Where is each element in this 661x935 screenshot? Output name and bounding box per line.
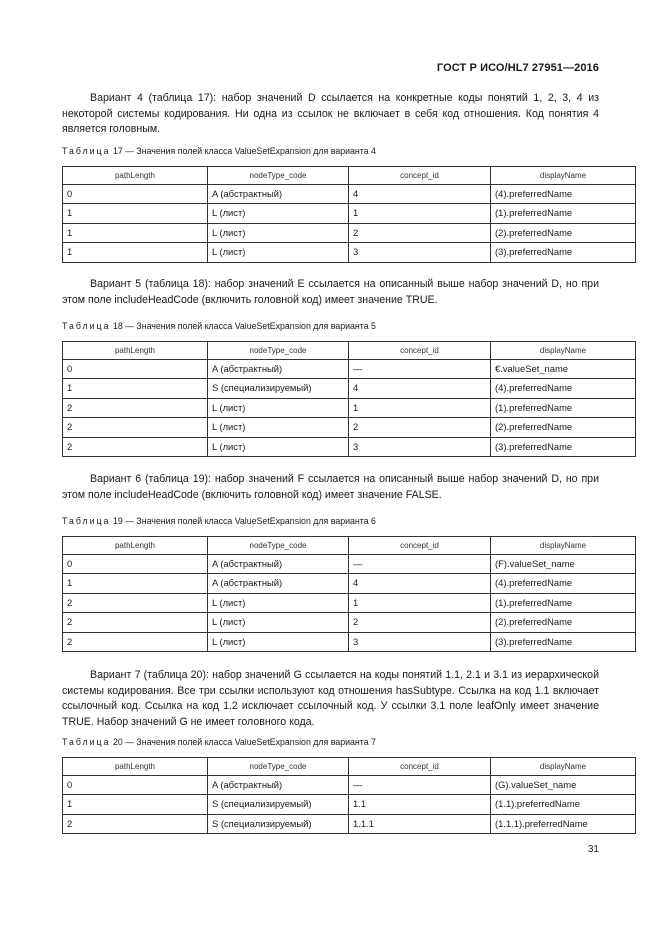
table-row [63, 223, 636, 242]
concept-id-header: concept_id [349, 537, 491, 555]
path-length-cell: 2 [63, 593, 208, 612]
path-length-cell: 2 [63, 398, 208, 417]
display-name-cell: (4).preferredName [491, 185, 636, 204]
table-20-caption [62, 736, 599, 748]
table-row [63, 360, 636, 379]
display-name-header: displayName [491, 537, 636, 555]
table-row [63, 574, 636, 593]
table-header-row [63, 342, 636, 360]
node-type-code-cell: L (лист) [208, 223, 349, 242]
concept-id-cell: 4 [349, 574, 491, 593]
path-length-cell: 2 [63, 437, 208, 456]
caption-text: 19 — Значения полей класса ValueSetExpansion для варианта 6 [112, 516, 376, 526]
table-row [63, 398, 636, 417]
node-type-code-cell: L (лист) [208, 398, 349, 417]
caption-text: 20 — Значения полей класса ValueSetExpansion для варианта 7 [112, 737, 376, 747]
concept-id-cell: — [349, 555, 491, 574]
path-length-cell: 1 [63, 379, 208, 398]
path-length-cell: 1 [63, 795, 208, 814]
concept-id-cell: 2 [349, 418, 491, 437]
node-type-code-header: nodeType_code [208, 167, 349, 185]
path-length-cell: 1 [63, 204, 208, 223]
display-name-cell: (1).preferredName [491, 593, 636, 612]
path-length-cell: 0 [63, 776, 208, 795]
path-length-cell: 2 [63, 814, 208, 833]
display-name-cell: (1.1.1).preferredName [491, 814, 636, 833]
display-name-cell: €.valueSet_name [491, 360, 636, 379]
node-type-code-cell: S (специализируемый) [208, 379, 349, 398]
display-name-cell: (1.1).preferredName [491, 795, 636, 814]
table-20 [62, 757, 636, 834]
table-row [63, 814, 636, 833]
node-type-code-cell: A (абстрактный) [208, 776, 349, 795]
node-type-code-cell: L (лист) [208, 204, 349, 223]
display-name-cell: (4).preferredName [491, 574, 636, 593]
node-type-code-cell: L (лист) [208, 593, 349, 612]
caption-text: 17 — Значения полей класса ValueSetExpansion для варианта 4 [112, 146, 376, 156]
display-name-cell: (4).preferredName [491, 379, 636, 398]
display-name-cell: (3).preferredName [491, 437, 636, 456]
concept-id-cell: 3 [349, 437, 491, 456]
node-type-code-header: nodeType_code [208, 758, 349, 776]
caption-label: Таблица [62, 516, 111, 526]
concept-id-cell: 4 [349, 379, 491, 398]
table-row [63, 795, 636, 814]
table-row [63, 204, 636, 223]
node-type-code-cell: S (специализируемый) [208, 814, 349, 833]
concept-id-cell: 1.1.1 [349, 814, 491, 833]
path-length-cell: 1 [63, 223, 208, 242]
concept-id-cell: 1 [349, 204, 491, 223]
table-row [63, 185, 636, 204]
node-type-code-header: nodeType_code [208, 342, 349, 360]
display-name-header: displayName [491, 758, 636, 776]
node-type-code-cell: L (лист) [208, 632, 349, 651]
concept-id-header: concept_id [349, 167, 491, 185]
concept-id-cell: — [349, 360, 491, 379]
node-type-code-cell: L (лист) [208, 418, 349, 437]
path-length-cell: 2 [63, 418, 208, 437]
node-type-code-header: nodeType_code [208, 537, 349, 555]
table-row [63, 418, 636, 437]
table-row [63, 379, 636, 398]
caption-label: Таблица [62, 321, 111, 331]
caption-text: 18 — Значения полей класса ValueSetExpansion для варианта 5 [112, 321, 376, 331]
concept-id-cell: 1.1 [349, 795, 491, 814]
node-type-code-cell: A (абстрактный) [208, 574, 349, 593]
table-header-row [63, 537, 636, 555]
path-length-cell: 0 [63, 555, 208, 574]
node-type-code-cell: A (абстрактный) [208, 185, 349, 204]
table-row [63, 632, 636, 651]
concept-id-header: concept_id [349, 342, 491, 360]
display-name-cell: (1).preferredName [491, 398, 636, 417]
table-row [63, 613, 636, 632]
path-length-cell: 0 [63, 185, 208, 204]
path-length-cell: 1 [63, 574, 208, 593]
node-type-code-cell: A (абстрактный) [208, 360, 349, 379]
table-19-caption [62, 515, 599, 527]
table-row [63, 437, 636, 456]
caption-label: Таблица [62, 146, 111, 156]
table-17-caption [62, 145, 599, 157]
display-name-cell: (3).preferredName [491, 243, 636, 262]
node-type-code-cell: S (специализируемый) [208, 795, 349, 814]
node-type-code-cell: L (лист) [208, 437, 349, 456]
table-row [63, 243, 636, 262]
display-name-header: displayName [491, 167, 636, 185]
table-row [63, 593, 636, 612]
path-length-header: pathLength [63, 342, 208, 360]
node-type-code-cell: L (лист) [208, 243, 349, 262]
table-row [63, 776, 636, 795]
display-name-cell: (2).preferredName [491, 418, 636, 437]
paragraph-variant-7: Вариант 7 (таблица 20): набор значений G ссылается на коды понятий 1.1, 2.1 и 3.1 из иерархической системы кодирования. Все три ссылки используют код отношения hasSubtype. Ссылка на код 1.1 включает ссылочный код. Ссылка на код 1.2 исключает ссылочный код. У ссылки 3.1 поле leafOnly имеет значение TRUE. Набор значений G не имеет головного кода. [62, 669, 599, 728]
display-name-cell: (1).preferredName [491, 204, 636, 223]
path-length-header: pathLength [63, 167, 208, 185]
standard-header: ГОСТ Р ИСО/HL7 27951—2016 [436, 62, 599, 74]
path-length-cell: 2 [63, 613, 208, 632]
node-type-code-cell: L (лист) [208, 613, 349, 632]
table-17 [62, 166, 636, 263]
concept-id-cell: 3 [349, 632, 491, 651]
path-length-cell: 2 [63, 632, 208, 651]
concept-id-cell: 1 [349, 593, 491, 612]
concept-id-cell: 1 [349, 398, 491, 417]
table-header-row [63, 758, 636, 776]
node-type-code-cell: A (абстрактный) [208, 555, 349, 574]
page-number: 31 [587, 844, 599, 855]
path-length-cell: 0 [63, 360, 208, 379]
path-length-cell: 1 [63, 243, 208, 262]
table-18-caption [62, 320, 599, 332]
display-name-cell: (F).valueSet_name [491, 555, 636, 574]
table-19 [62, 536, 636, 652]
concept-id-cell: 2 [349, 223, 491, 242]
path-length-header: pathLength [63, 758, 208, 776]
display-name-header: displayName [491, 342, 636, 360]
paragraph-variant-6: Вариант 6 (таблица 19): набор значений F ссылается на описанный выше набор значений D, но при этом поле includeHeadCode (включить головной код) имеет значение FALSE. [62, 473, 599, 501]
display-name-cell: (2).preferredName [491, 223, 636, 242]
paragraph-variant-5: Вариант 5 (таблица 18): набор значений E ссылается на описанный выше набор значений D, но при этом поле includeHeadCode (включить головной код) имеет значение TRUE. [62, 278, 599, 306]
paragraph-variant-4: Вариант 4 (таблица 17): набор значений D ссылается на конкретные коды понятий 1, 2, 3, 4 из некоторой системы кодирования. Ни одна из ссылок не включает в себя код отношения. Код понятия 4 является головным. [62, 92, 599, 136]
display-name-cell: (G).valueSet_name [491, 776, 636, 795]
concept-id-cell: 3 [349, 243, 491, 262]
caption-label: Таблица [62, 737, 111, 747]
table-18 [62, 341, 636, 457]
concept-id-cell: — [349, 776, 491, 795]
display-name-cell: (3).preferredName [491, 632, 636, 651]
display-name-cell: (2).preferredName [491, 613, 636, 632]
path-length-header: pathLength [63, 537, 208, 555]
table-row [63, 555, 636, 574]
table-header-row [63, 167, 636, 185]
concept-id-cell: 4 [349, 185, 491, 204]
concept-id-header: concept_id [349, 758, 491, 776]
concept-id-cell: 2 [349, 613, 491, 632]
